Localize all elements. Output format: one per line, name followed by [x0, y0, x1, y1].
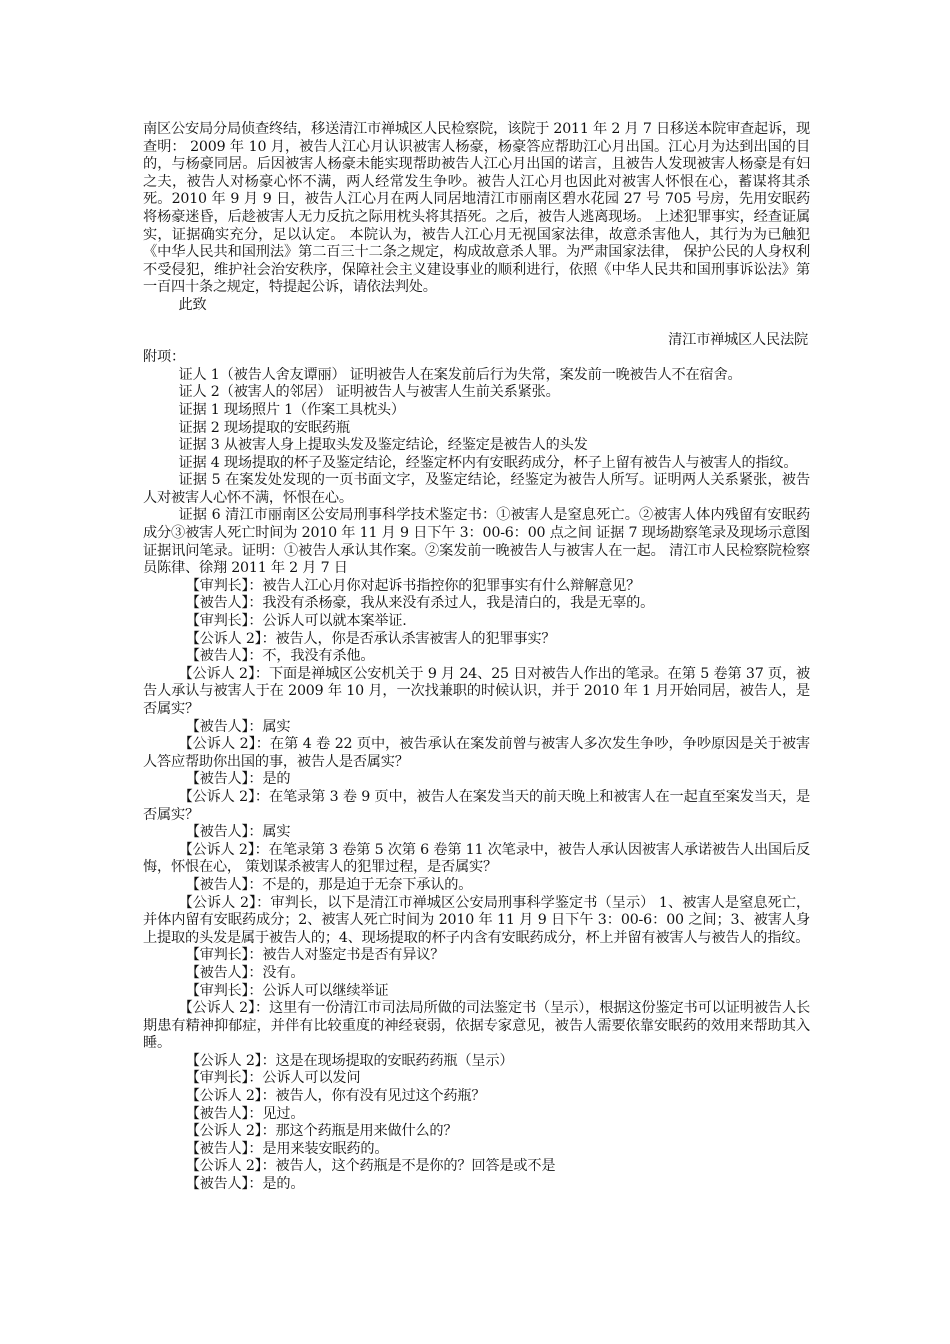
paragraph: 【被告人】：见过。	[185, 1105, 305, 1122]
paragraph: 证据 3 从被害人身上提取头发及鉴定结论，经鉴定是被告人的头发	[178, 437, 588, 454]
paragraph: 【被告人】：不是的，那是迫于无奈下承认的。	[185, 876, 473, 893]
paragraph: 证据 6 清江市丽南区公安局刑事科学技术鉴定书：①被害人是窒息死亡。②被害人体内残留有安眠药成分③被害人死亡时间为 2010 年 11 月 9 日下午 3：00-6：00 点之间 证据 7 现场勘察笔录及现场示意图 证据讯问笔录。证明：①被告人承认其作案。②案发前一晚被告人与被害人在一起。 清江市人民检察院检察员陈律、徐翔 2011 年 2 月 7 日	[143, 507, 810, 577]
paragraph: 【被告人】：是的。	[185, 1176, 305, 1193]
paragraph: 【被告人】：属实	[185, 718, 291, 735]
paragraph: 【审判长】：公诉人可以发问	[185, 1070, 361, 1087]
paragraph: 【审判长】：公诉人可以继续举证	[185, 982, 389, 999]
paragraph: 证人 2（被害人的邻居） 证明被告人与被害人生前关系紧张。	[178, 384, 560, 401]
paragraph: 【被告人】：没有。	[185, 964, 305, 981]
paragraph: 【审判长】：被告人江心月你对起诉书指控你的犯罪事实有什么辩解意见？	[185, 577, 641, 594]
paragraph: 【被告人】：属实	[185, 824, 291, 841]
paragraph: 【公诉人 2】：在笔录第 3 卷第 5 次第 6 卷第 11 次笔录中，被告人承认因被害人承诺被告人出国后反悔，怀恨在心， 策划谋杀被害人的犯罪过程，是否属实？	[143, 841, 810, 876]
paragraph: 【审判长】：公诉人可以就本案举证.	[185, 613, 407, 630]
paragraph: 【审判长】：被告人对鉴定书是否有异议？	[185, 947, 445, 964]
paragraph: 【公诉人 2】：在笔录第 3 卷 9 页中，被告人在案发当天的前天晚上和被害人在一起直至案发当天，是否属实？	[143, 788, 810, 823]
paragraph: 南区公安局分局侦查终结，移送清江市禅城区人民检察院，该院于 2011 年 2 月 7 日移送本院审查起诉，现查明： 2009 年 10 月，被告人江心月认识被害人杨豪，杨豪答应帮助江心月出国。江心月为达到出国的目的，与杨豪同居。后因被害人杨豪未能实现帮助被告人江心月出国的诺言，且被告人发现被害人杨豪是有妇之夫，被告人对杨豪心怀不满，两人经常发生争吵。被告人江心月也因此对被害人怀恨在心，蓄谋将其杀死。2010 年 9 月 9 日，被告人江心月在两人同居地清江市丽南区碧水花园 27 号 705 号房，先用安眠药将杨豪迷昏，后趁被害人无力反抗之际用枕头将其捂死。之后，被告人逃离现场。 上述犯罪事实，经查证属实，证据确实充分，足以认定。 本院认为，被告人江心月无视国家法律，故意杀害他人，其行为为已触犯《中华人民共和国刑法》第二百三十二条之规定，构成故意杀人罪。为严肃国家法律， 保护公民的人身权利不受侵犯，维护社会治安秩序，保障社会主义建设事业的顺利进行，依照《中华人民共和国刑事诉讼法》第一百四十条之规定，特提起公诉，请依法判处。	[143, 121, 810, 296]
paragraph: 此致	[178, 296, 207, 313]
paragraph: 证人 1（被告人舍友谭丽） 证明被告人在案发前后行为失常，案发前一晚被告人不在宿舍。	[178, 366, 742, 383]
paragraph: 【公诉人 2】：审判长，以下是清江市禅城区公安局刑事科学鉴定书（呈示） 1、被害人是窒息死亡，并体内留有安眠药成分；2、被害人死亡时间为 2010 年 11 月 9 日下午 3：00-6：00 之间；3、被害人身上提取的头发是属于被告人的；4、现场提取的杯子内含有安眠药成分，杯上并留有被害人与被告人的指纹。	[143, 894, 810, 946]
paragraph: 证据 4 现场提取的杯子及鉴定结论，经鉴定杯内有安眠药成分，杯子上留有被告人与被害人的指纹。	[178, 454, 798, 471]
paragraph: 【公诉人 2】：那这个药瓶是用来做什么的？	[185, 1123, 458, 1140]
paragraph: 【公诉人 2】：被告人，这个药瓶是不是你的？回答是或不是	[185, 1158, 556, 1175]
paragraph: 【被告人】：不，我没有杀他。	[185, 648, 375, 665]
paragraph: 【公诉人 2】：这是在现场提取的安眠药药瓶（呈示）	[185, 1052, 514, 1069]
paragraph: 【公诉人 2】：被告人，你是否承认杀害被害人的犯罪事实？	[185, 630, 556, 647]
paragraph: 附项：	[143, 349, 185, 366]
paragraph: 【公诉人 2】：这里有一份清江市司法局所做的司法鉴定书（呈示），根据这份鉴定书可以证明被告人长期患有精神抑郁症，并伴有比较重度的神经衰弱，依据专家意见，被告人需要依靠安眠药的效用来帮助其入睡。	[143, 1000, 810, 1052]
paragraph: 证据 2 现场提取的安眠药瓶	[178, 419, 350, 436]
paragraph: 【被告人】：是用来装安眠药的。	[185, 1140, 389, 1157]
document-body	[143, 121, 810, 1194]
paragraph: 证据 5 在案发处发现的一页书面文字，及鉴定结论，经鉴定为被告人所写。证明两人关系紧张，被告人对被害人心怀不满，怀恨在心。	[143, 472, 810, 506]
paragraph: 【公诉人 2】：被告人，你有没有见过这个药瓶？	[185, 1088, 486, 1105]
signature-court-name: 清江市禅城区人民法院	[668, 331, 808, 348]
paragraph: 【公诉人 2】：在第 4 卷 22 页中，被告承认在案发前曾与被害人多次发生争吵，争吵原因是关于被害人答应帮助你出国的事，被告人是否属实？	[143, 736, 810, 770]
paragraph: 【公诉人 2】：下面是禅城区公安机关于 9 月 24、25 日对被告人作出的笔录。在第 5 卷第 37 页，被告人承认与被害人于在 2009 年 10 月，一次找兼职的时候认识，并于 2010 年 1 月开始同居，被告人，是否属实？	[143, 665, 810, 717]
paragraph: 【被告人】：我没有杀杨豪，我从来没有杀过人，我是清白的，我是无辜的。	[185, 595, 655, 612]
paragraph: 【被告人】：是的	[185, 771, 291, 788]
paragraph: 证据 1 现场照片 1（作案工具枕头）	[178, 401, 405, 418]
